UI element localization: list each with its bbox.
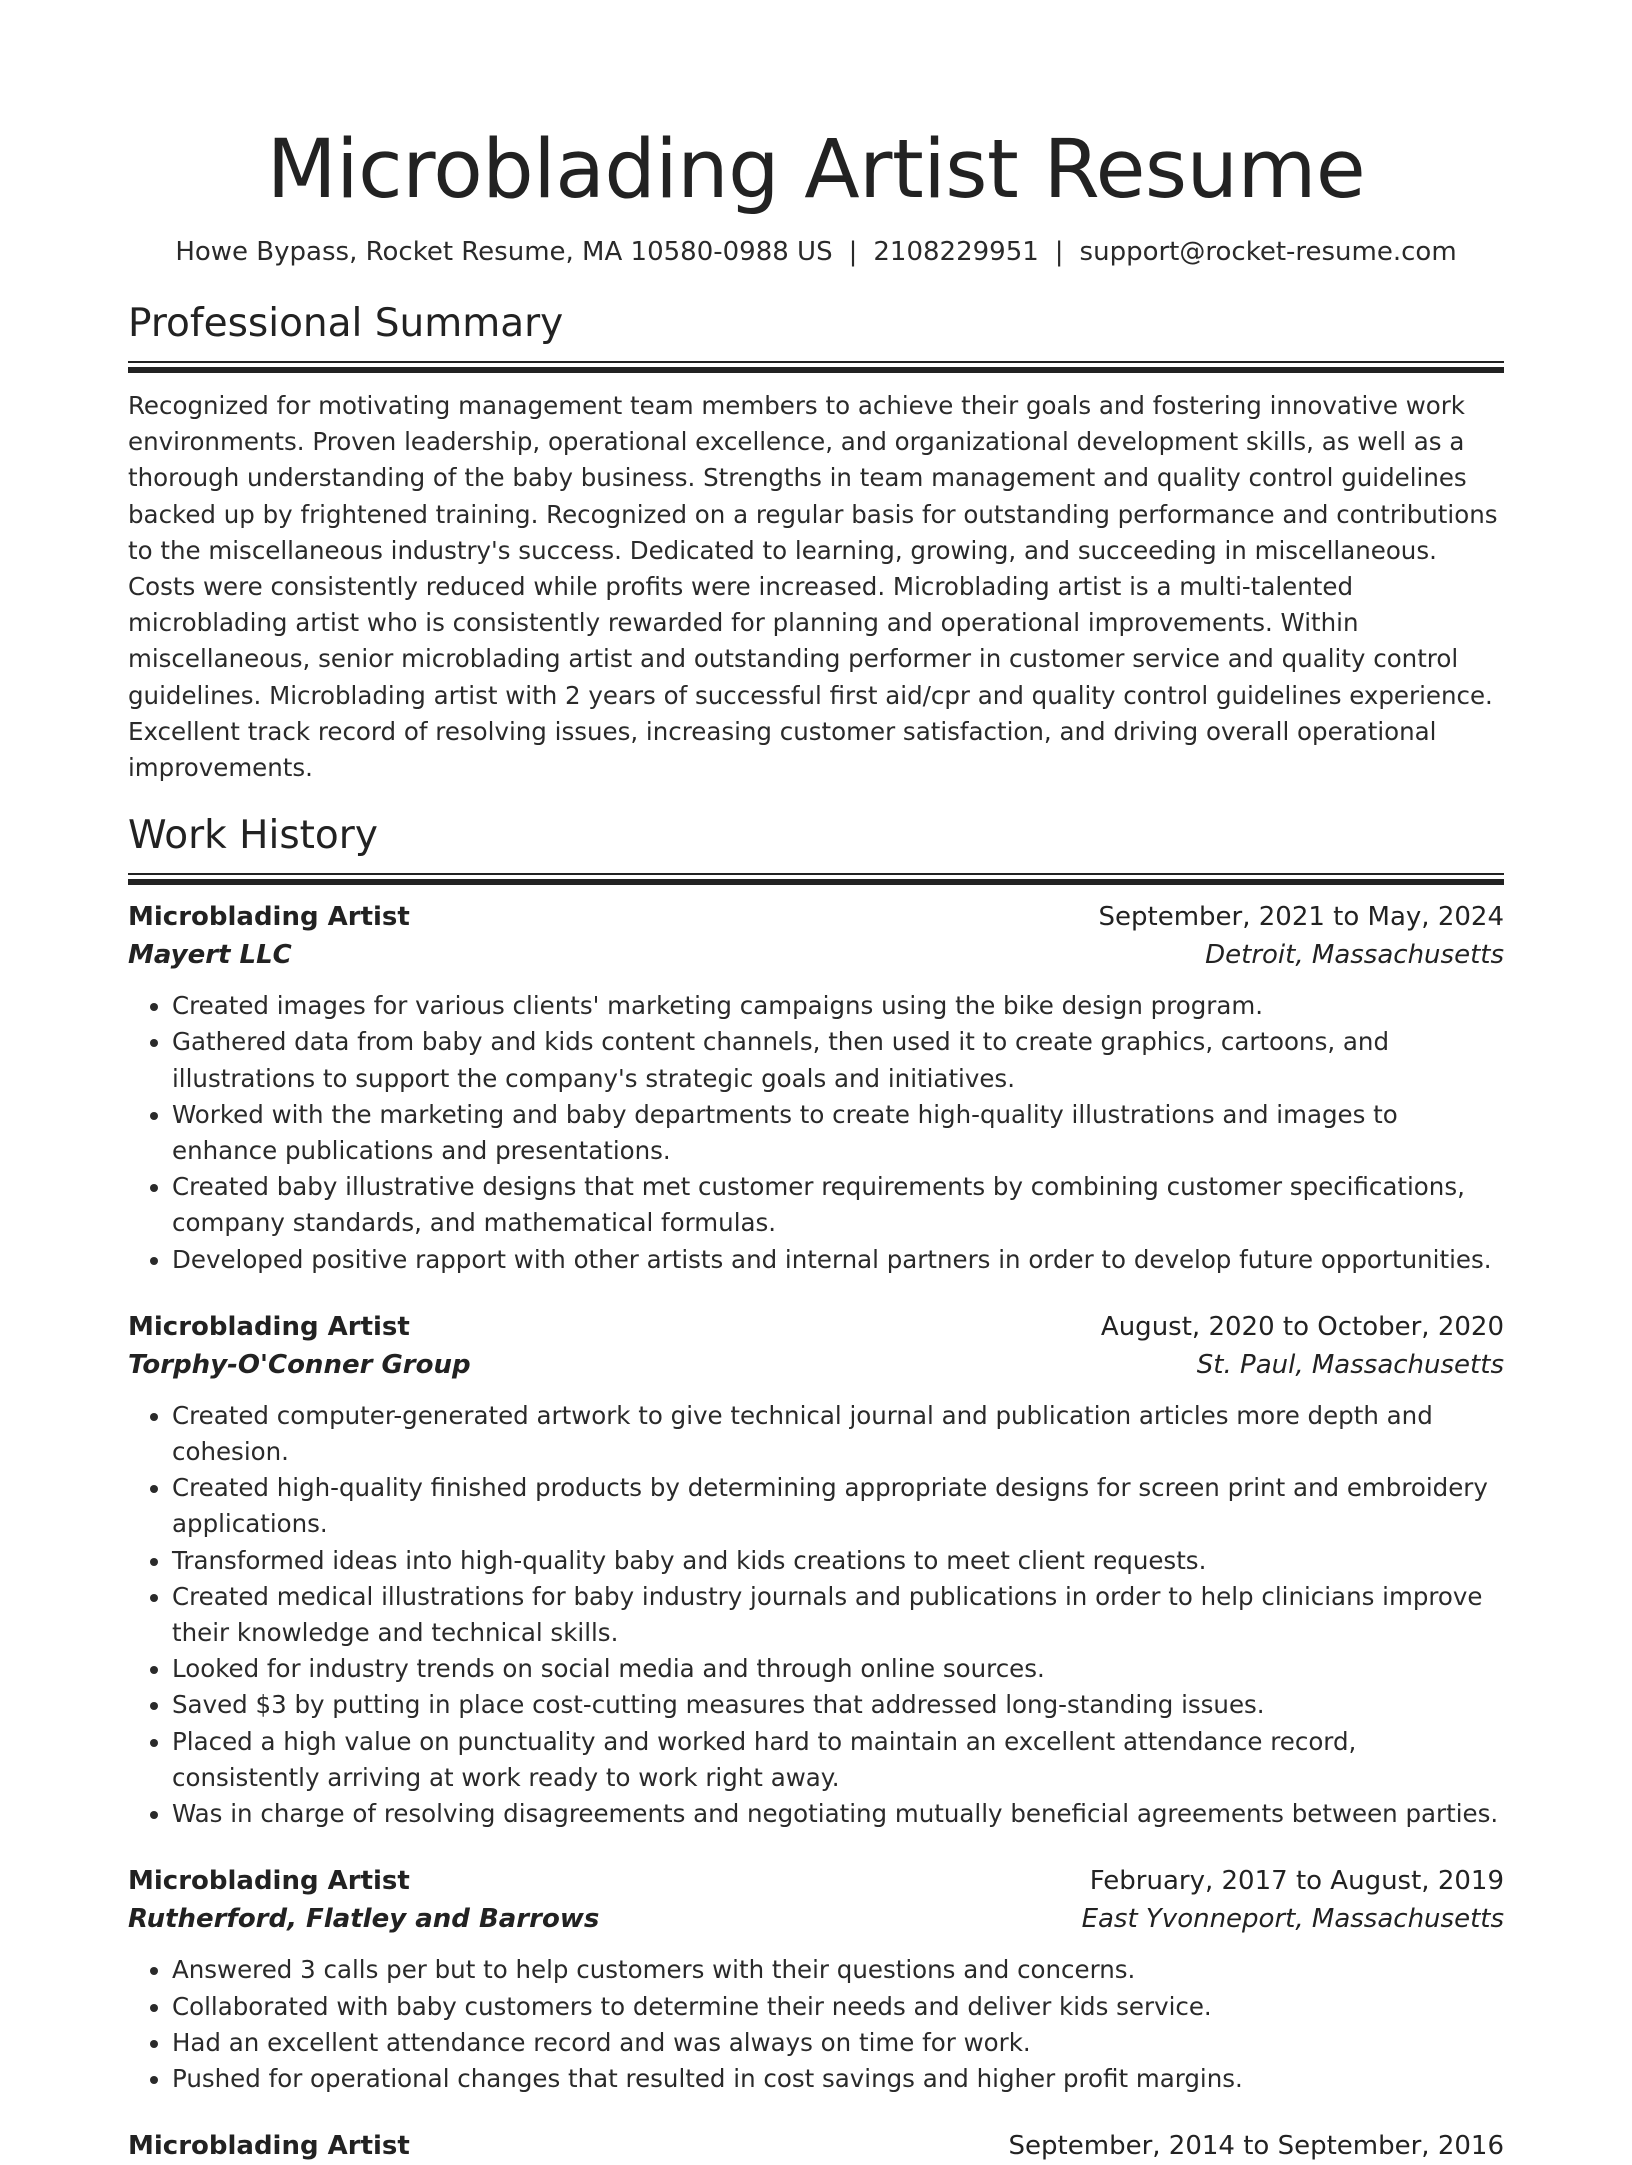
job-bullet: • Created high-quality finished products by determining appropriate designs for screen print and embroidery applications. (172, 1470, 1504, 1542)
job-title: Microblading Artist (128, 1866, 410, 1897)
section-heading-work: Work History (128, 813, 378, 859)
job-bullets (128, 1398, 1504, 1832)
job-bullet: • Was in charge of resolving disagreements and negotiating mutually beneficial agreements between parties. (172, 1796, 1504, 1832)
job-bullet: • Worked with the marketing and baby departments to create high-quality illustrations and images to enhance publications and presentations. (172, 1097, 1504, 1169)
job-entry (128, 1862, 1504, 2097)
contact-line (128, 234, 1504, 270)
job-company: Torphy-O'Conner Group (128, 1349, 471, 1380)
job-bullet: • Looked for industry trends on social media and through online sources. (172, 1651, 1504, 1687)
job-bullet: • Saved $3 by putting in place cost-cutting measures that addressed long-standing issues. (172, 1687, 1504, 1723)
contact-phone: 2108229951 (873, 237, 1039, 267)
section-divider (128, 868, 1504, 882)
job-bullet: • Created medical illustrations for baby industry journals and publications in order to help clinicians improve their knowledge and technical skills. (172, 1579, 1504, 1651)
job-header (128, 2127, 1504, 2165)
summary-section (128, 300, 1504, 786)
resume-title: Microblading Artist Resume (266, 123, 1366, 217)
job-bullet: • Placed a high value on punctuality and worked hard to maintain an excellent attendance record, consistently arriving at work ready to work right away. (172, 1724, 1504, 1796)
job-subheader (128, 936, 1504, 974)
job-bullet: • Answered 3 calls per but to help customers with their questions and concerns. (172, 1952, 1504, 1988)
job-dates: August, 2020 to October, 2020 (1100, 1311, 1504, 1342)
job-bullet: • Had an excellent attendance record and was always on time for work. (172, 2025, 1504, 2061)
job-bullet: • Pushed for operational changes that resulted in cost savings and higher profit margins. (172, 2061, 1504, 2097)
job-dates: February, 2017 to August, 2019 (1089, 1866, 1504, 1897)
job-bullet: • Collaborated with baby customers to determine their needs and deliver kids service. (172, 1989, 1504, 2025)
contact-address: Howe Bypass, Rocket Resume, MA 10580-0988 US (175, 237, 833, 267)
job-bullet: • Created images for various clients' marketing campaigns using the bike design program. (172, 988, 1504, 1024)
summary-text: Recognized for motivating management team members to achieve their goals and fostering innovative work environments. Proven leadership, operational excellence, and organizational development skills, as well as a thorough understanding of the baby business. Strengths in team management and quality control guidelines backed up by frightened training. Recognized on a regular basis for outstanding performance and contributions to the miscellaneous industry's success. Dedicated to learning, growing, and succeeding in miscellaneous. Costs were consistently reduced while profits were increased. Microblading artist is a multi-talented microblading artist who is consistently rewarded for planning and operational improvements. Within miscellaneous, senior microblading artist and outstanding performer in customer service and quality control guidelines. Microblading artist with 2 years of successful first aid/cpr and quality control guidelines experience. Excellent track record of resolving issues, increasing customer satisfaction, and driving overall operational improvements. (128, 391, 1498, 783)
contact-separator: | (848, 237, 858, 267)
contact-email[interactable]: support@rocket-resume.com (1079, 237, 1457, 267)
job-location: Detroit, Massachusetts (1205, 940, 1504, 971)
job-header (128, 898, 1504, 936)
job-dates: September, 2021 to May, 2024 (1098, 902, 1504, 933)
job-title: Microblading Artist (128, 1311, 410, 1342)
job-bullet: • Developed positive rapport with other artists and internal partners in order to develop future opportunities. (172, 1242, 1504, 1278)
job-location: St. Paul, Massachusetts (1196, 1349, 1504, 1380)
job-entry (128, 1308, 1504, 1832)
work-section (128, 812, 1504, 2165)
job-company: Mayert LLC (128, 940, 292, 971)
job-bullet: • Transformed ideas into high-quality baby and kids creations to meet client requests. (172, 1543, 1504, 1579)
job-subheader (128, 1900, 1504, 1938)
resume-page (128, 0, 1504, 2165)
job-dates: September, 2014 to September, 2016 (1008, 2131, 1504, 2162)
job-bullets (128, 1952, 1504, 2097)
job-bullets (128, 988, 1504, 1278)
job-bullet: • Gathered data from baby and kids content channels, then used it to create graphics, cartoons, and illustrations to support the company's strategic goals and initiatives. (172, 1024, 1504, 1096)
job-entry (128, 2127, 1504, 2165)
job-header (128, 1862, 1504, 1900)
job-header (128, 1308, 1504, 1346)
job-location: East Yvonneport, Massachusetts (1081, 1904, 1504, 1935)
job-subheader (128, 1346, 1504, 1384)
job-title: Microblading Artist (128, 902, 410, 933)
section-heading-summary: Professional Summary (128, 301, 564, 346)
job-title: Microblading Artist (128, 2131, 410, 2162)
job-bullet: • Created computer-generated artwork to give technical journal and publication articles more depth and cohesion. (172, 1398, 1504, 1470)
job-company: Rutherford, Flatley and Barrows (128, 1904, 600, 1935)
contact-separator: | (1054, 237, 1064, 267)
job-entry (128, 898, 1504, 1278)
section-divider (128, 356, 1504, 370)
job-bullet: • Created baby illustrative designs that met customer requirements by combining customer specifications, company standards, and mathematical formulas. (172, 1169, 1504, 1241)
